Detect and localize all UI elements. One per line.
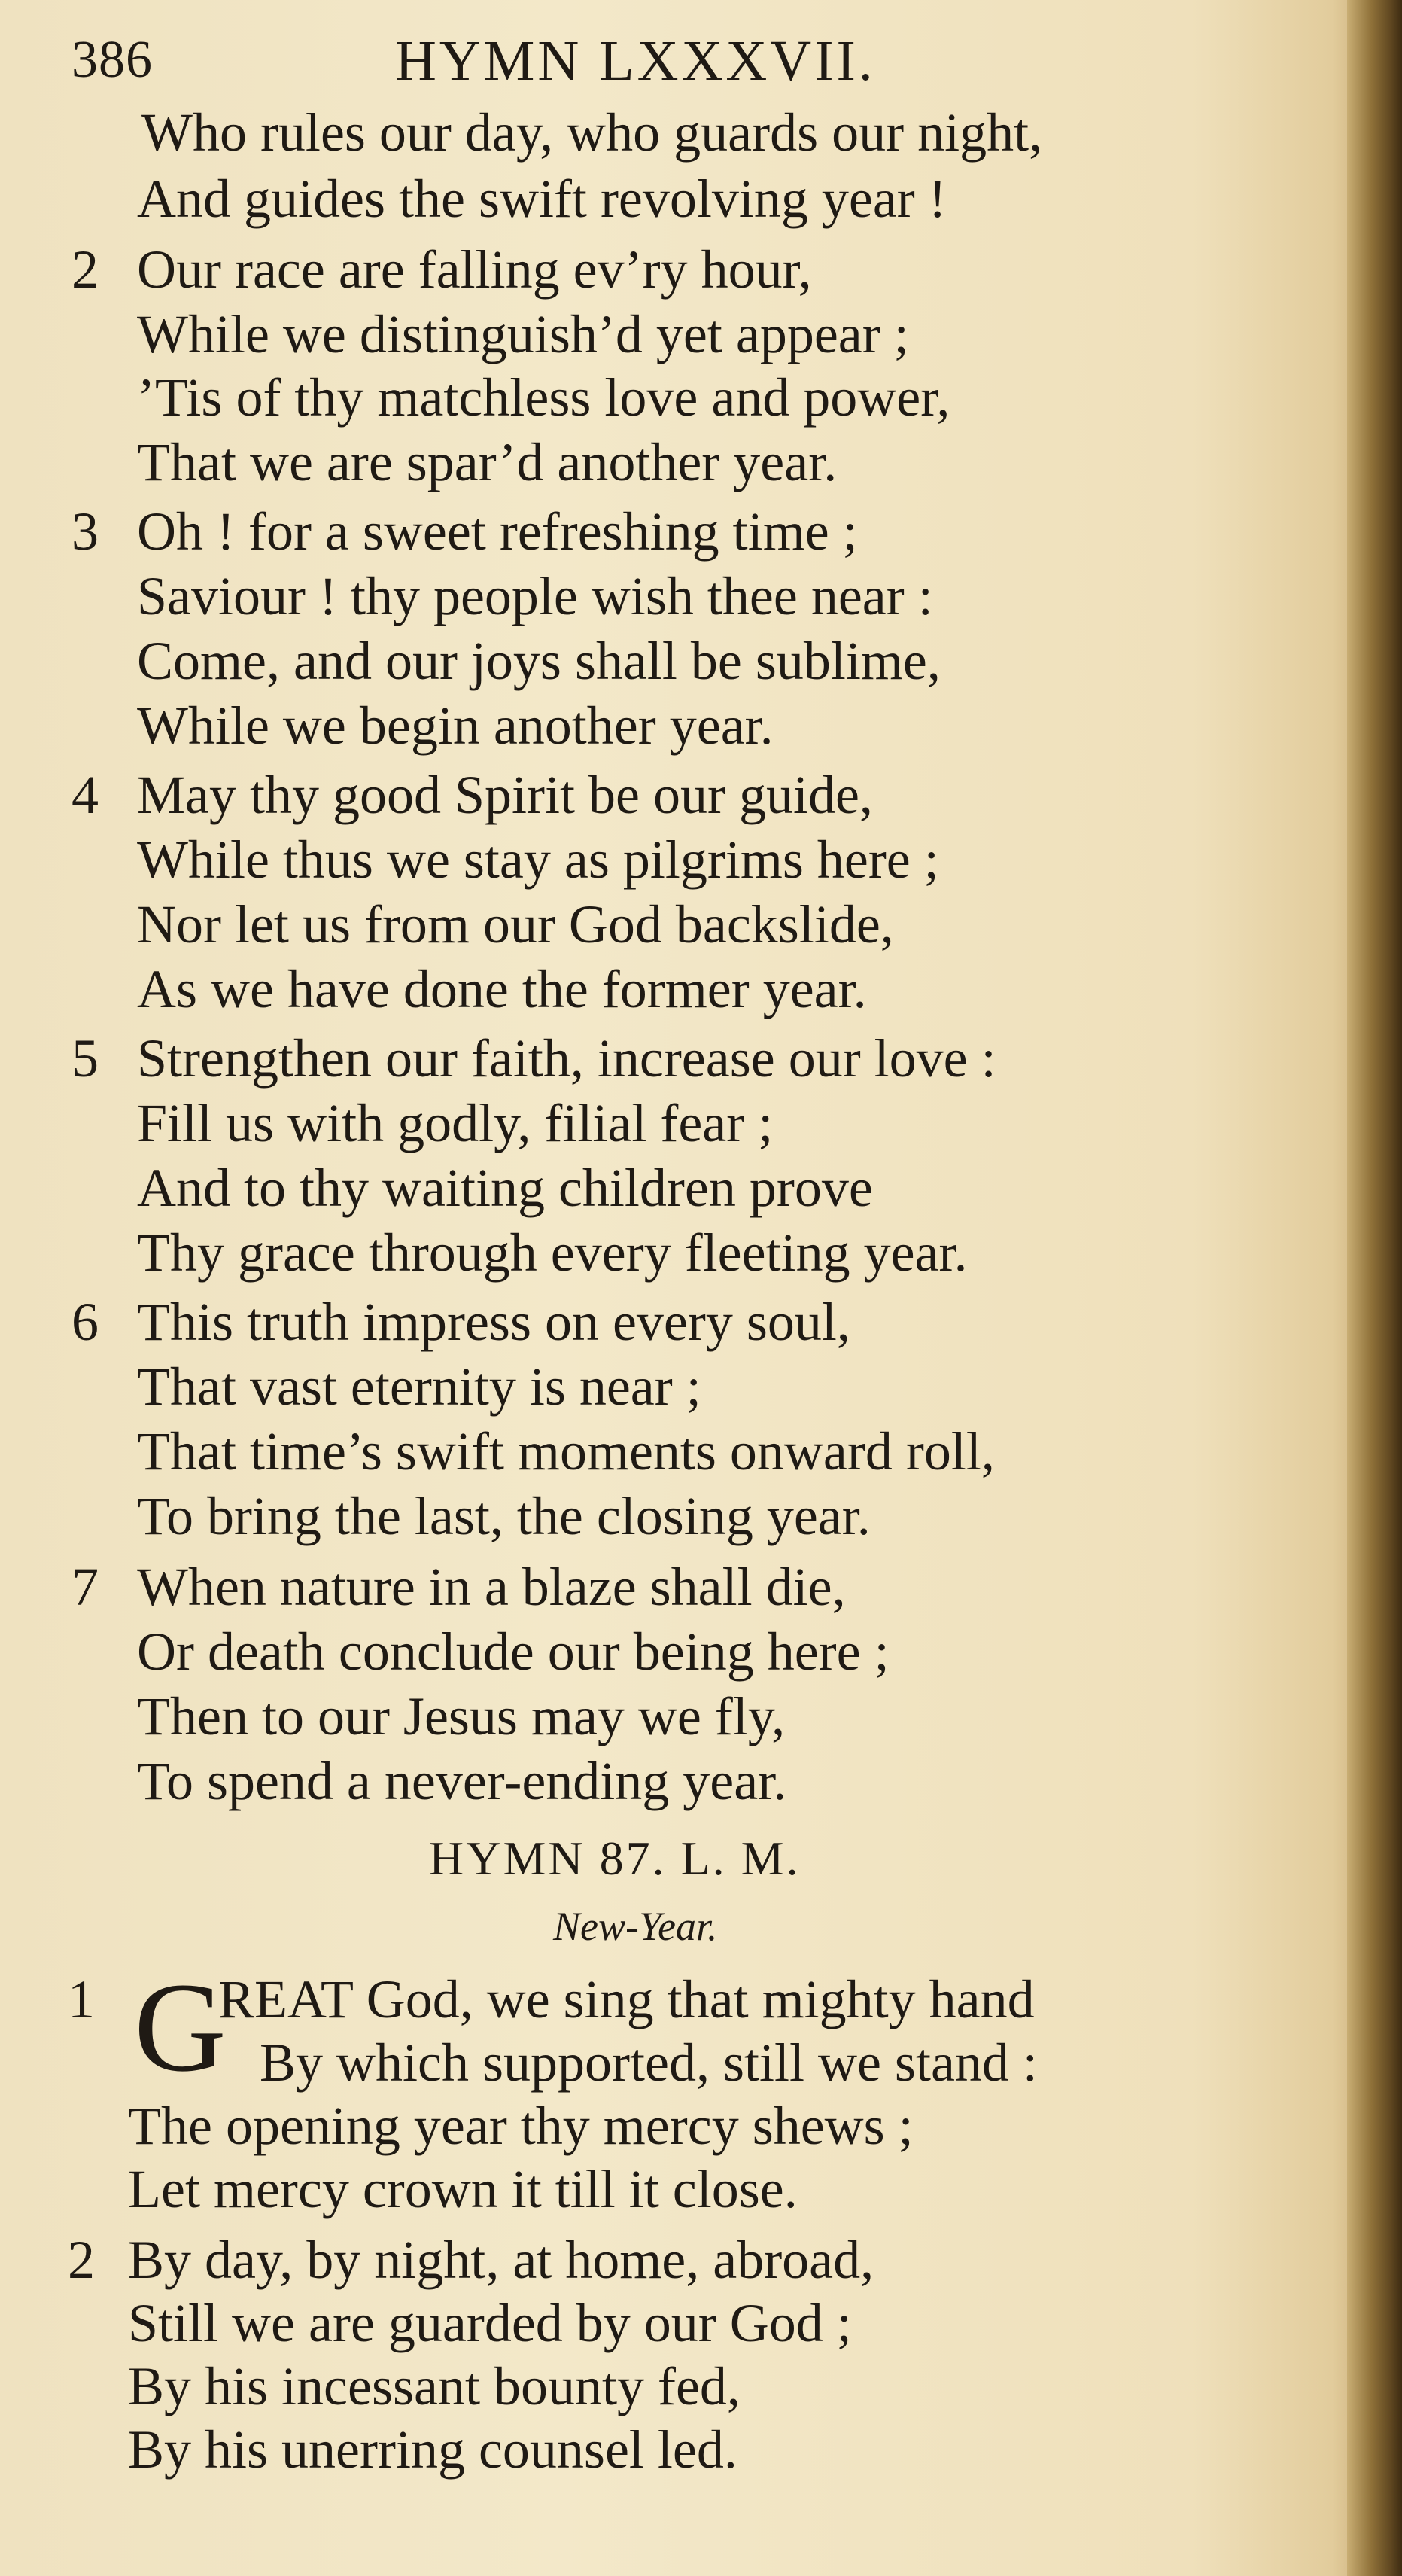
- verse-line: Come, and our joys shall be sublime,: [137, 631, 941, 691]
- verse-number: 1: [68, 1969, 95, 2029]
- verse-line: Saviour ! thy people wish thee near :: [137, 566, 933, 626]
- drop-cap: G: [134, 1956, 227, 2098]
- verse-number: 7: [71, 1557, 99, 1617]
- verse-number: 2: [71, 239, 99, 300]
- verse-line: By his incessant bounty fed,: [128, 2356, 741, 2416]
- verse-number: 4: [71, 765, 99, 825]
- verse-line: Thy grace through every fleeting year.: [137, 1223, 968, 1283]
- verse-line: Oh ! for a sweet refreshing time ;: [137, 501, 858, 562]
- verse-line: That vast eternity is near ;: [137, 1357, 701, 1417]
- verse-line: When nature in a blaze shall die,: [137, 1557, 846, 1617]
- verse-line: Let mercy crown it till it close.: [128, 2159, 798, 2219]
- verse-line: Nor let us from our God backslide,: [137, 894, 894, 955]
- verse-line: Our race are falling ev’ry hour,: [137, 239, 812, 300]
- verse-number: 2: [68, 2230, 95, 2290]
- page-number: 386: [71, 31, 153, 89]
- verse-line: To spend a never-ending year.: [137, 1751, 787, 1811]
- hymn-title: HYMN 87. L. M.: [429, 1832, 801, 1885]
- running-head: HYMN LXXXVII.: [395, 29, 876, 93]
- page-header: [71, 21, 975, 104]
- verse-line: While we begin another year.: [137, 696, 774, 756]
- verse-line: ’Tis of thy matchless love and power,: [137, 367, 950, 428]
- verse-line: The opening year thy mercy shews ;: [128, 2096, 914, 2156]
- hymn-subtitle: New-Year.: [553, 1904, 718, 1949]
- verse-line: Fill us with godly, filial fear ;: [137, 1093, 774, 1153]
- verse-line: While we distinguish’d yet appear ;: [137, 304, 909, 364]
- verse-line: That time’s swift moments onward roll,: [137, 1421, 995, 1481]
- verse-line: Then to our Jesus may we fly,: [137, 1686, 786, 1746]
- page-edge: [1347, 0, 1402, 2576]
- verse-line: And to thy waiting children prove: [137, 1158, 873, 1218]
- verse-line: To bring the last, the closing year.: [137, 1486, 871, 1546]
- verse-line: REAT God, we sing that mighty hand: [218, 1969, 1035, 2029]
- verse-line: Strengthen our faith, increase our love :: [137, 1028, 996, 1089]
- verse-line: Who rules our day, who guards our night,: [141, 102, 1043, 163]
- verse-line: This truth impress on every soul,: [137, 1292, 850, 1352]
- verse-line: May thy good Spirit be our guide,: [137, 765, 873, 825]
- verse-line: That we are spar’d another year.: [137, 432, 838, 492]
- verse-number: 5: [71, 1028, 99, 1089]
- verse-line: Still we are guarded by our God ;: [128, 2293, 852, 2353]
- verse-line: While thus we stay as pilgrims here ;: [137, 830, 939, 890]
- verse-line: Or death conclude our being here ;: [137, 1621, 890, 1682]
- verse-line: As we have done the former year.: [137, 959, 867, 1019]
- verse-line: By his unerring counsel led.: [128, 2419, 737, 2480]
- verse-number: 3: [71, 501, 99, 562]
- verse-line: By day, by night, at home, abroad,: [128, 2230, 874, 2290]
- verse-line: And guides the swift revolving year !: [137, 169, 947, 229]
- verse-number: 6: [71, 1292, 99, 1352]
- verse-line: By which supported, still we stand :: [260, 2032, 1038, 2093]
